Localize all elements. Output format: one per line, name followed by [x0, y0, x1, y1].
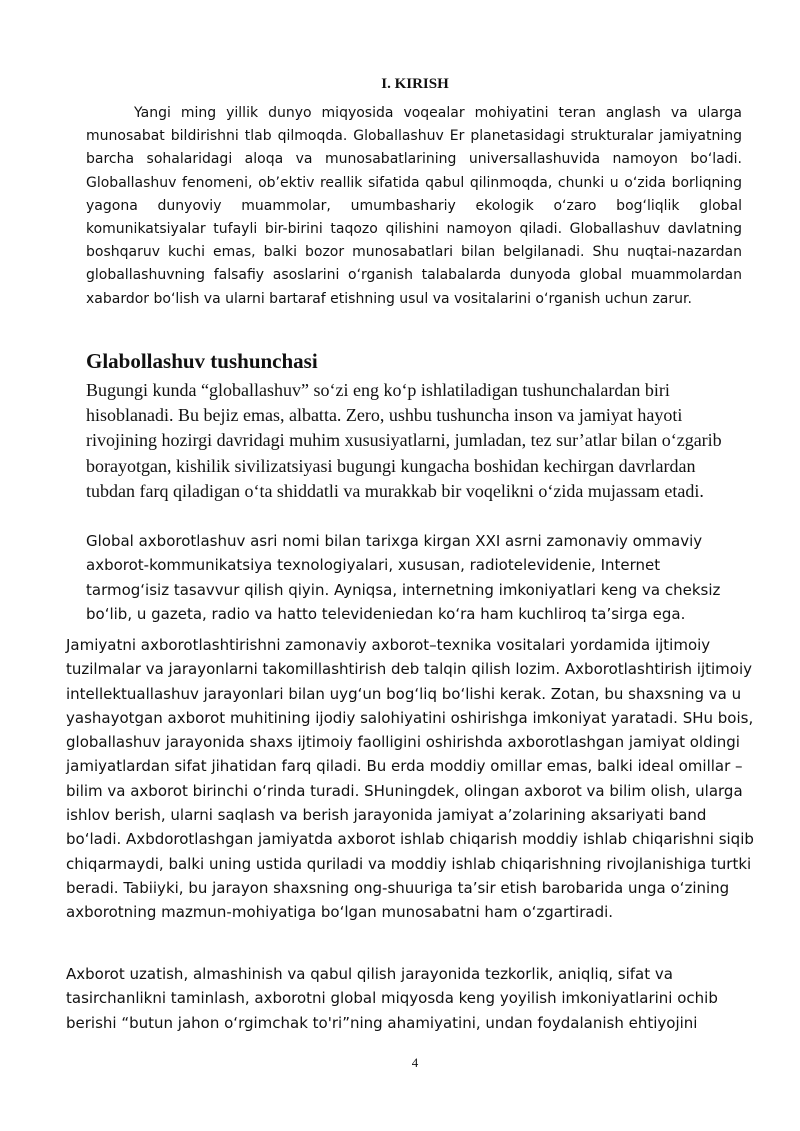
- section-paragraph-1: Bugungi kunda “globallashuv” so‘zi eng ko‘p ishlatiladigan tushunchalardan biri hisoblanadi. Bu bejiz emas, albatta. Zero, ushbu tushuncha inson va jamiyat hayoti rivojining hozirgi davridagi muhim xususiyatlarni, jumladan, tez sur’atlar bilan o‘zgarib borayotgan, kishilik sivilizatsiyasi bugungi kungacha boshidan kechirgan davrlardan tubdan farq qiladigan o‘ta shiddatli va murakkab bir voqelikni o‘zida mujassam etadi.: [86, 380, 722, 501]
- body-paragraph-1: Jamiyatni axborotlashtirishni zamonaviy axborot–texnika vositalari yordamida ijtimoiy tuzilmalar va jarayonlarni takomillashtirish deb talqin qilish lozim. Axborotlashtirish ijtimoiy intellektuallashuv jarayonlari bilan uyg‘un bog‘liq bo‘lishi kerak. Zotan, bu shaxsning va u yashayotgan axborot muhitining ijodiy salohiyatini oshirishga imkoniyat yaratadi. SHu bois, globallashuv jarayonida shaxs ijtimoiy faolligini oshirishda axborotlashgan jamiyat oldingi jamiyatlardan sifat jihatidan farq qiladi. Bu erda moddiy omillar emas, balki ideal omillar – bilim va axborot birinchi o‘rinda turadi. SHuningdek, olingan axborot va bilim olish, ularga ishlov berish, ularni saqlash va berish jarayonida jamiyat a’zolarining aksariyati band bo‘ladi. Axbdorotlashgan jamiyatda axborot ishlab chiqarish moddiy ishlab chiqarishni siqib chiqarmaydi, balki uning ustida quriladi va moddiy ishlab chiqarishning rivojlanishiga turtki beradi. Tabiiyki, bu jarayon shaxsning ong-shuuriga ta’sir etish barobarida unga o‘zining axborotning mazmun-mohiyatiga bo‘lgan munosabatni ham o‘zgartiradi.: [66, 636, 754, 922]
- section-paragraph-2: Global axborotlashuv asri nomi bilan tarixga kirgan XXI asrni zamonaviy ommaviy axborot-kommunikatsiya texnologiyalari, xususan, radiotelevidenie, Internet tarmog‘isiz tasavvur qilish qiyin. Ayniqsa, internetning imkoniyatlari keng va cheksiz bo‘lib, u gazeta, radio va hatto televideniedan ko‘ra ham kuchliroq ta’sirga ega.: [86, 532, 721, 623]
- intro-paragraph: Yangi ming yillik dunyo miqyosida voqealar mohiyatini teran anglash va ularga munosabat bildirishni tlab qilmoqda. Globallashuv Er planetasidagi strukturalar jamiyatning barcha sohalaridagi aloqa va munosabatlarining universallashuvida namoyon bo‘ladi. Globallashuv fenomeni, ob’ektiv reallik sifatida qabul qilinmoqda, chunki u o‘zida borliqning yagona dunyoviy muammolar, umumbashariy ekologik o‘zaro bog‘liqlik global komunikatsiyalar tufayli bir-birini taqozo qilishini namoyon qiladi. Globallashuv davlatning boshqaruv kuchi emas, balki bozor munosabatlari bilan belgilanadi. Shu nuqtai-nazardan globallashuvning falsafiy asoslarini o‘rganish talabalarda dunyoda global muammolardan xabardor bo‘lish va ularni bartaraf etishning usul va vositalarini o‘rganish uchun zarur.: [86, 105, 742, 307]
- body-paragraph-2: Axborot uzatish, almashinish va qabul qilish jarayonida tezkorlik, aniqliq, sifat va tasirchanlikni taminlash, axborotni global miqyosda keng yoyilish imkoniyatlarini ochib berishi “butun jahon o‘rgimchak to'ri”ning ahamiyatini, undan foydalanish ehtiyojini: [66, 965, 718, 1032]
- page-number: 4: [411, 1055, 419, 1070]
- section-title: Glabollashuv tushunchasi: [86, 349, 318, 373]
- page-heading: I. KIRISH: [381, 76, 449, 92]
